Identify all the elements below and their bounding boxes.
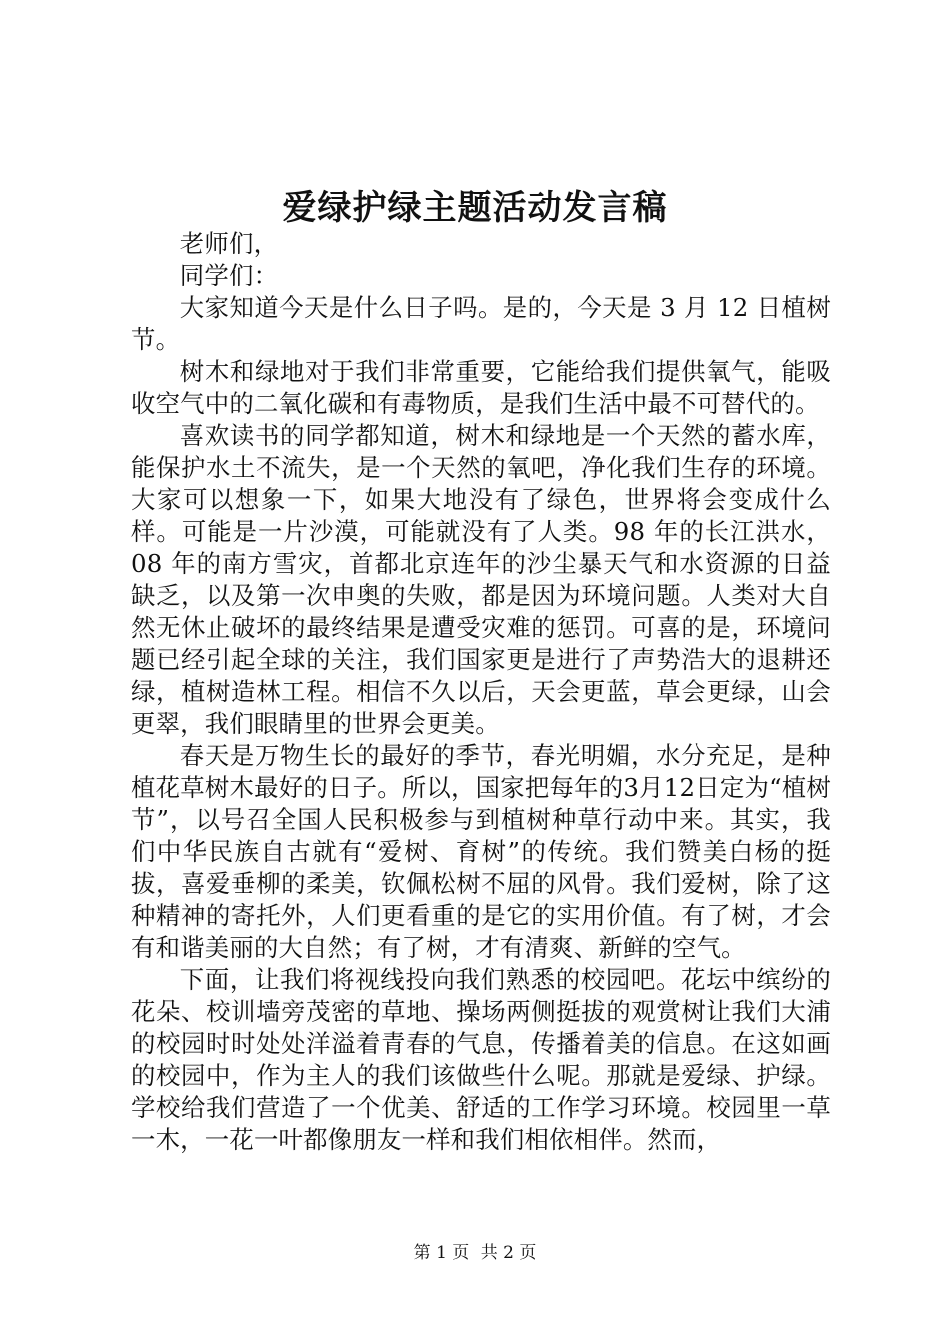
page-total: 共 2 页 [480,1243,537,1263]
paragraph: 下面，让我们将视线投向我们熟悉的校园吧。花坛中缤纷的花朵、校训墙旁茂密的草地、操场两侧挺拔的观赏树让我们大浦的校园时时处处洋溢着青春的气息，传播着美的信息。在这如画的校园中，作为主人的我们该做些什么呢。那就是爱绿、护绿。学校给我们营造了一个优美、舒适的工作学习环境。校园里一草一木，一花一叶都像朋友一样和我们相依相伴。然而， [131,965,831,1154]
document-body [131,228,831,1156]
paragraph: 树木和绿地对于我们非常重要，它能给我们提供氧气，能吸收空气中的二氧化碳和有毒物质，是我们生活中最不可替代的。 [131,357,831,418]
paragraph: 喜欢读书的同学都知道，树木和绿地是一个天然的蓄水库，能保护水土不流失，是一个天然的氧吧，净化我们生存的环境。大家可以想象一下，如果大地没有了绿色，世界将会变成什么样。可能是一片沙漠，可能就没有了人类。98 年的长江洪水，08 年的南方雪灾，首都北京连年的沙尘暴天气和水资源的日益缺乏，以及第一次申奥的失败，都是因为环境问题。人类对大自然无休止破坏的最终结果是遭受灾难的惩罚。可喜的是，环境问题已经引起全球的关注，我们国家更是进行了声势浩大的退耕还绿，植树造林工程。相信不久以后，天会更蓝，草会更绿，山会更翠，我们眼睛里的世界会更美。 [131,421,831,738]
paragraph: 大家知道今天是什么日子吗。是的，今天是 3 月 12 日植树节。 [131,293,831,354]
page-number: 第 1 页 [413,1243,470,1263]
document-title: 爱绿护绿主题活动发言稿 [282,188,668,228]
salutation-teachers: 老师们， [179,229,279,258]
salutation-students: 同学们： [179,261,279,290]
paragraph: 春天是万物生长的最好的季节，春光明媚，水分充足，是种植花草树木最好的日子。所以，国家把每年的3月12日定为“植树节”，以号召全国人民积极参与到植树种草行动中来。其实，我们中华民族自古就有“爱树、育树”的传统。我们赞美白杨的挺拔，喜爱垂柳的柔美，钦佩松树不屈的风骨。我们爱树，除了这种精神的寄托外，人们更看重的是它的实用价值。有了树，才会有和谐美丽的大自然；有了树，才有清爽、新鲜的空气。 [131,741,831,962]
page-footer [0,1241,950,1265]
